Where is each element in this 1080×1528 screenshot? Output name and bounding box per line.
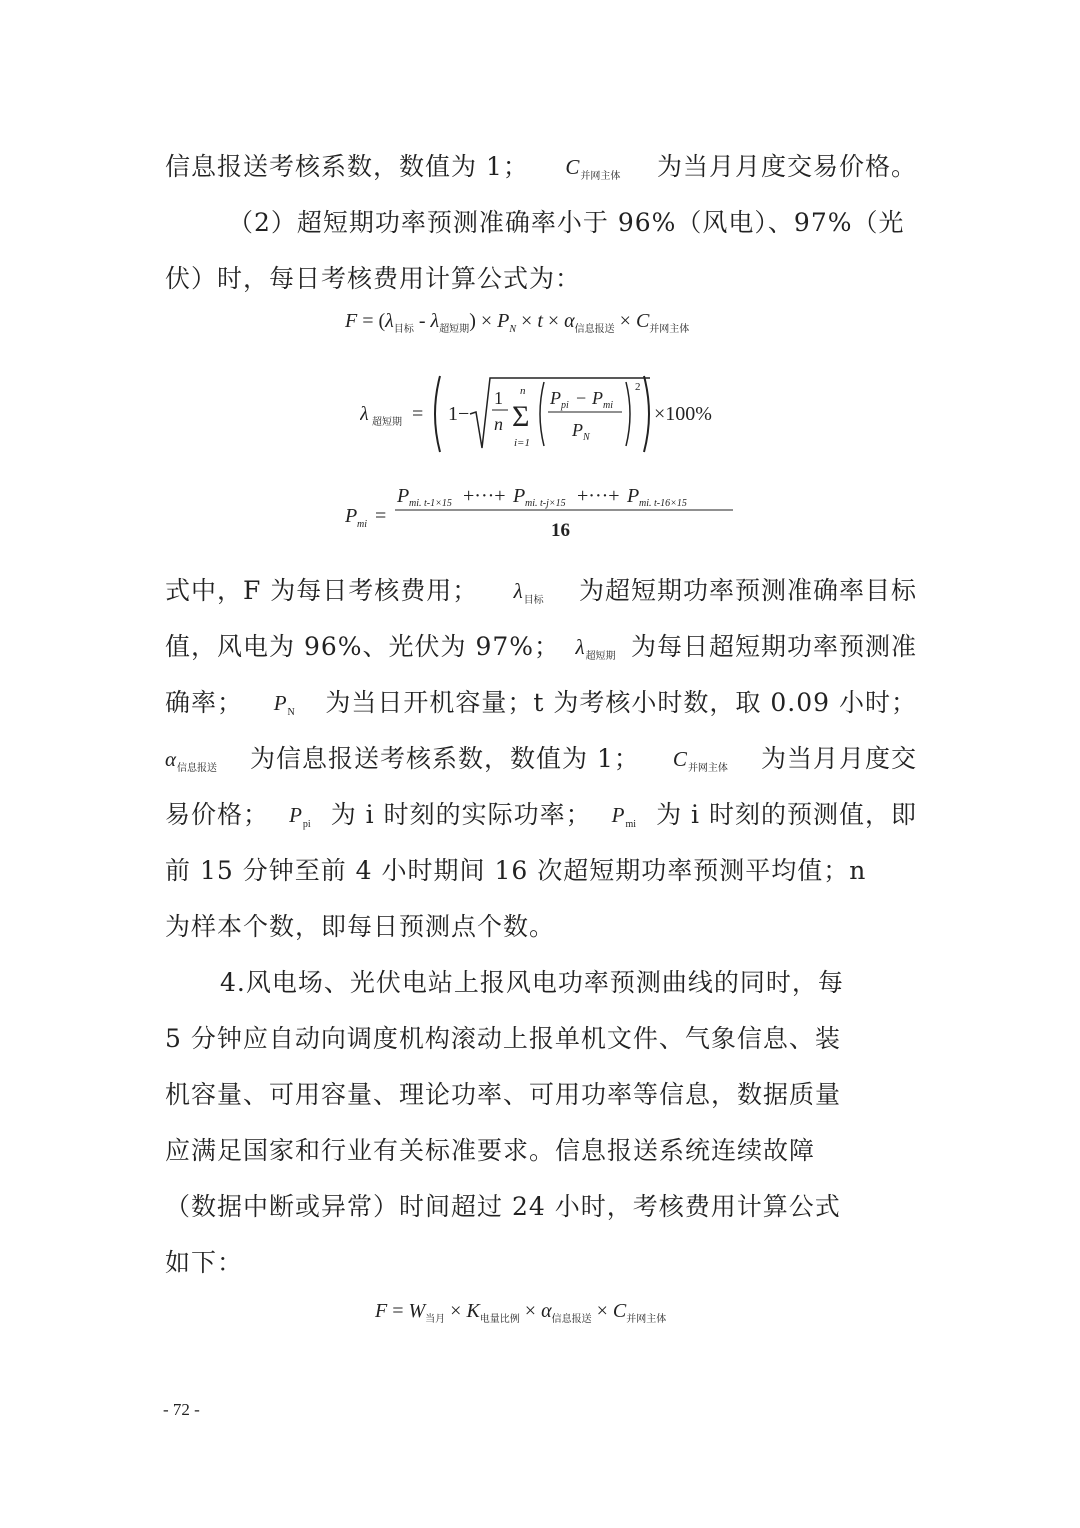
formula-lambda (360, 368, 730, 460)
alpha-var: $\alpha_{信息报送}$ (165, 747, 218, 774)
svg-text:λ: λ (360, 403, 369, 425)
svg-text:P: P (627, 485, 640, 507)
svg-text:1−: 1− (448, 403, 470, 425)
text: 为信息报送考核系数，数值为 1； (250, 744, 640, 773)
text: 前 15 分钟至前 4 小时期间 16 次超短期功率预测平均值；n (165, 856, 867, 885)
svg-text:P: P (592, 388, 603, 408)
svg-text:mi. t-16×15: mi. t-16×15 (639, 498, 687, 509)
formula-pmi (345, 482, 745, 544)
formula-f-info: $F = W_{当月} \times K_{电量比例} \times \alpha_{信息报送} \times C_{并网主体}$ (375, 1300, 667, 1325)
text: （数据中断或异常）时间超过 24 小时，考核费用计算公式 (165, 1192, 841, 1221)
text: 式中，F 为每日考核费用； (165, 576, 479, 605)
text-line-5 (165, 630, 917, 674)
svg-text:16: 16 (551, 520, 570, 541)
pn-var: $P_N$ (273, 691, 295, 718)
svg-text:P: P (397, 485, 410, 507)
pmi-var: $P_{mi}$ (611, 803, 637, 830)
formula-f: $F = (\lambda_{目标} - \lambda_{超短期}) \times P_N \times t \times \alpha_{信息报送} \times C_{并网主体}$ (345, 310, 690, 335)
svg-text:mi: mi (357, 519, 367, 530)
svg-text:pi: pi (561, 400, 569, 411)
text-line-8 (165, 798, 917, 842)
svg-text:×100%: ×100% (654, 403, 712, 425)
svg-text:P: P (572, 420, 583, 440)
para-2-line-1: （2）超短期功率预测准确率小于 96%（风电）、97%（光 (228, 208, 905, 237)
text-line-4 (165, 574, 917, 618)
svg-text:mi. t-1×15: mi. t-1×15 (409, 498, 452, 509)
text: 易价格； (165, 800, 270, 829)
svg-text:mi: mi (603, 400, 613, 411)
text-line-3 (165, 262, 917, 296)
page-number: - 72 - (163, 1400, 200, 1419)
c-var: $C_{并网主体}$ (565, 155, 621, 182)
text: 4.风电场、光伏电站上报风电功率预测曲线的同时，每 (220, 968, 844, 997)
c-var: $C_{并网主体}$ (672, 747, 728, 774)
text-line-7 (165, 742, 917, 786)
text: 应满足国家和行业有关标准要求。信息报送系统连续故障 (165, 1136, 816, 1165)
svg-text:P: P (550, 388, 561, 408)
text: 为每日超短期功率预测准 (630, 632, 917, 661)
svg-text:n: n (520, 385, 526, 397)
text-line-6 (165, 686, 917, 730)
svg-text:P: P (345, 505, 358, 527)
text: 值，风电为 96%、光伏为 97%； (165, 632, 561, 661)
svg-text:+···+: +···+ (463, 485, 506, 507)
lambda-target: $\lambda_{目标}$ (513, 579, 544, 606)
text-line-1 (165, 150, 917, 194)
text: 5 分钟应自动向调度机构滚动上报单机文件、气象信息、装 (165, 1024, 841, 1053)
svg-text:P: P (513, 485, 526, 507)
text-line-9 (165, 854, 917, 888)
svg-text:n: n (494, 414, 503, 434)
svg-text:N: N (583, 432, 590, 443)
text-line-16 (165, 1246, 917, 1280)
svg-text:+···+: +···+ (577, 485, 620, 507)
lambda-sub: 超短期 (372, 417, 402, 428)
text: 为超短期功率预测准确率目标 (578, 576, 917, 605)
ppi-var: $P_{pi}$ (289, 803, 311, 830)
text: 为当月月度交 (760, 744, 917, 773)
svg-text:=: = (375, 505, 387, 527)
text-line-14 (165, 1134, 917, 1168)
para-1-tail: 为当月月度交易价格。 (656, 152, 917, 181)
svg-text:−: − (576, 388, 587, 408)
text-line-11 (220, 966, 917, 1000)
text-line-13 (165, 1078, 917, 1112)
svg-text:Σ: Σ (512, 400, 530, 433)
svg-text:2: 2 (635, 381, 641, 393)
svg-text:i=1: i=1 (514, 437, 530, 449)
text: 机容量、可用容量、理论功率、可用功率等信息，数据质量 (165, 1080, 842, 1109)
text: 为当日开机容量；t 为考核小时数，取 0.09 小时； (325, 688, 917, 717)
text: 确率； (165, 688, 244, 717)
para-1-text: 信息报送考核系数，数值为 1； (165, 152, 529, 181)
lambda-short: $\lambda_{超短期}$ (575, 635, 616, 662)
text: 为 i 时刻的实际功率； (330, 800, 592, 829)
text-line-2 (228, 206, 917, 240)
para-2-line-2: 伏）时，每日考核费用计算公式为： (165, 264, 582, 293)
text-line-12 (165, 1022, 917, 1056)
svg-text:=: = (412, 403, 424, 425)
text-line-10 (165, 910, 917, 944)
svg-text:mi. t-j×15: mi. t-j×15 (525, 498, 566, 509)
svg-text:1: 1 (494, 388, 503, 408)
text: 如下： (165, 1248, 244, 1277)
text: 为样本个数，即每日预测点个数。 (165, 912, 556, 941)
text-line-15 (165, 1190, 917, 1224)
text: 为 i 时刻的预测值，即 (656, 800, 917, 829)
